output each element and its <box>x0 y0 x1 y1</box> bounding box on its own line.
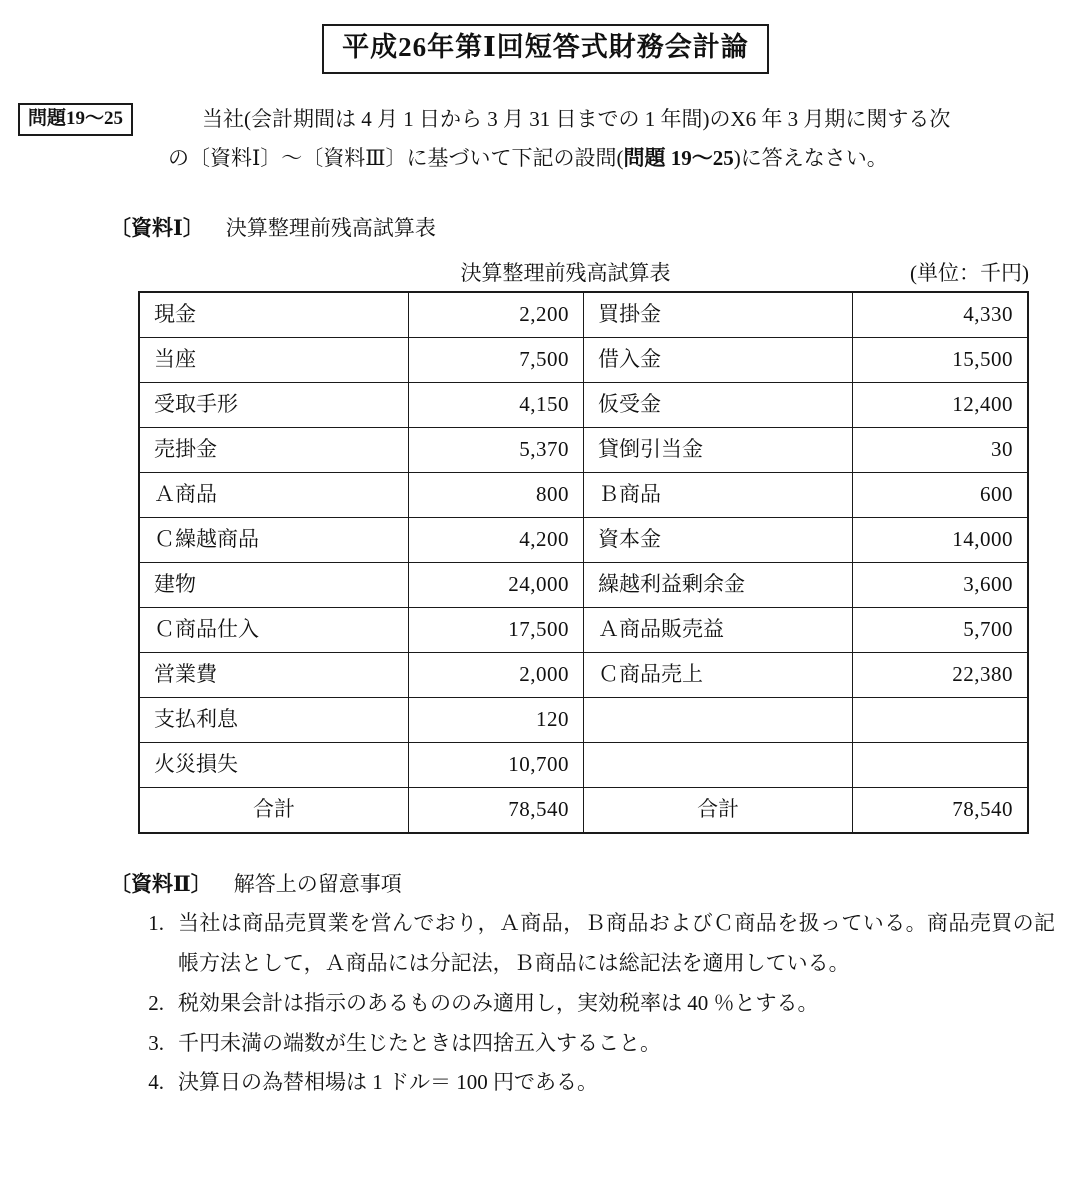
debit-amount: 800 <box>409 472 584 517</box>
debit-account: 現金 <box>139 292 409 338</box>
table-row <box>139 472 1028 517</box>
debit-amount: 24,000 <box>409 562 584 607</box>
debit-amount: 10,700 <box>409 742 584 787</box>
debit-account: 営業費 <box>139 652 409 697</box>
credit-account: Ａ商品販売益 <box>583 607 852 652</box>
note-text: 千円未満の端数が生じたときは四捨五入すること。 <box>178 1030 661 1055</box>
note-number: 3. <box>148 1030 164 1055</box>
table-row <box>139 382 1028 427</box>
debit-amount: 2,200 <box>409 292 584 338</box>
credit-amount: 22,380 <box>853 652 1028 697</box>
credit-total-amount: 78,540 <box>853 787 1028 833</box>
list-item <box>136 1063 1055 1103</box>
credit-account: 買掛金 <box>583 292 852 338</box>
section-2-title: 解答上の留意事項 <box>233 871 402 896</box>
debit-account: Ｃ繰越商品 <box>139 517 409 562</box>
table-row <box>139 517 1028 562</box>
debit-total-amount: 78,540 <box>409 787 584 833</box>
trial-balance-table <box>138 291 1029 834</box>
section-1-title: 決算整理前残高試算表 <box>225 216 436 241</box>
credit-amount: 3,600 <box>853 562 1028 607</box>
page-title-area <box>0 0 1091 74</box>
question-intro-line2b: 問題 19〜25 <box>623 145 734 170</box>
debit-account: 支払利息 <box>139 697 409 742</box>
debit-amount: 4,150 <box>409 382 584 427</box>
question-intro-line2c: )に答えなさい。 <box>733 145 888 170</box>
question-number-badge: 問題19〜25 <box>18 103 133 136</box>
debit-amount: 5,370 <box>409 427 584 472</box>
debit-amount: 17,500 <box>409 607 584 652</box>
debit-total-label: 合計 <box>139 787 409 833</box>
credit-amount: 30 <box>853 427 1028 472</box>
table-row <box>139 607 1028 652</box>
note-text: 当社は商品売買業を営んでおり，Ａ商品，Ｂ商品およびＣ商品を扱っている。商品売買の記帳方法として，Ａ商品には分記法，Ｂ商品には総記法を適用している。 <box>178 910 1055 975</box>
debit-account: 売掛金 <box>139 427 409 472</box>
credit-amount: 15,500 <box>853 337 1028 382</box>
debit-account: 火災損失 <box>139 742 409 787</box>
table-total-row <box>139 787 1028 833</box>
trial-balance-body <box>139 292 1028 833</box>
credit-amount: 12,400 <box>853 382 1028 427</box>
debit-amount: 7,500 <box>409 337 584 382</box>
table-row <box>139 697 1028 742</box>
credit-amount <box>853 742 1028 787</box>
debit-account: 受取手形 <box>139 382 409 427</box>
credit-account: 貸倒引当金 <box>583 427 852 472</box>
credit-account <box>583 742 852 787</box>
table-row <box>139 337 1028 382</box>
credit-amount: 14,000 <box>853 517 1028 562</box>
table-row <box>139 562 1028 607</box>
trial-balance-caption-row <box>0 257 1091 287</box>
note-number: 2. <box>148 990 164 1015</box>
credit-account: 仮受金 <box>583 382 852 427</box>
credit-total-label: 合計 <box>583 787 852 833</box>
credit-account: Ｃ商品売上 <box>583 652 852 697</box>
credit-account: 借入金 <box>583 337 852 382</box>
page-title: 平成26年第Ⅰ回短答式財務会計論 <box>322 24 769 74</box>
debit-account: 当座 <box>139 337 409 382</box>
note-number: 1. <box>148 910 164 935</box>
list-item <box>136 984 1055 1024</box>
note-text: 税効果会計は指示のあるもののみ適用し，実効税率は 40 ％とする。 <box>178 990 819 1015</box>
debit-amount: 120 <box>409 697 584 742</box>
section-2-block <box>0 868 1091 1103</box>
credit-account: 繰越利益剰余金 <box>583 562 852 607</box>
section-2-heading <box>110 868 1055 898</box>
credit-account: Ｂ商品 <box>583 472 852 517</box>
list-item <box>136 904 1055 984</box>
trial-balance-caption: 決算整理前残高試算表 <box>460 260 671 285</box>
table-row <box>139 292 1028 338</box>
credit-amount: 4,330 <box>853 292 1028 338</box>
credit-account <box>583 697 852 742</box>
credit-account: 資本金 <box>583 517 852 562</box>
credit-amount <box>853 697 1028 742</box>
note-text: 決算日の為替相場は 1 ドル＝ 100 円である。 <box>178 1070 598 1095</box>
credit-amount: 5,700 <box>853 607 1028 652</box>
note-number: 4. <box>148 1070 164 1095</box>
question-header-block <box>0 100 1091 178</box>
trial-balance-unit: (単位：千円) <box>910 260 1029 285</box>
section-1-heading <box>0 213 1091 245</box>
debit-amount: 2,000 <box>409 652 584 697</box>
credit-amount: 600 <box>853 472 1028 517</box>
table-row <box>139 742 1028 787</box>
question-intro-line1: 当社(会計期間は 4 月 1 日から 3 月 31 日までの 1 年間)のX6 年 3 月期に関する次 <box>202 106 951 131</box>
debit-account: 建物 <box>139 562 409 607</box>
trial-balance-table-wrap <box>0 291 1091 834</box>
debit-amount: 4,200 <box>409 517 584 562</box>
question-intro-line2a: の〔資料Ⅰ〕〜〔資料Ⅲ〕に基づいて下記の設問( <box>168 145 624 170</box>
section-1-label: 〔資料Ⅰ〕 <box>110 216 204 241</box>
debit-account: Ａ商品 <box>139 472 409 517</box>
debit-account: Ｃ商品仕入 <box>139 607 409 652</box>
section-2-label: 〔資料Ⅱ〕 <box>110 871 212 896</box>
question-intro-text <box>168 100 1061 178</box>
table-row <box>139 427 1028 472</box>
list-item <box>136 1024 1055 1064</box>
table-row <box>139 652 1028 697</box>
